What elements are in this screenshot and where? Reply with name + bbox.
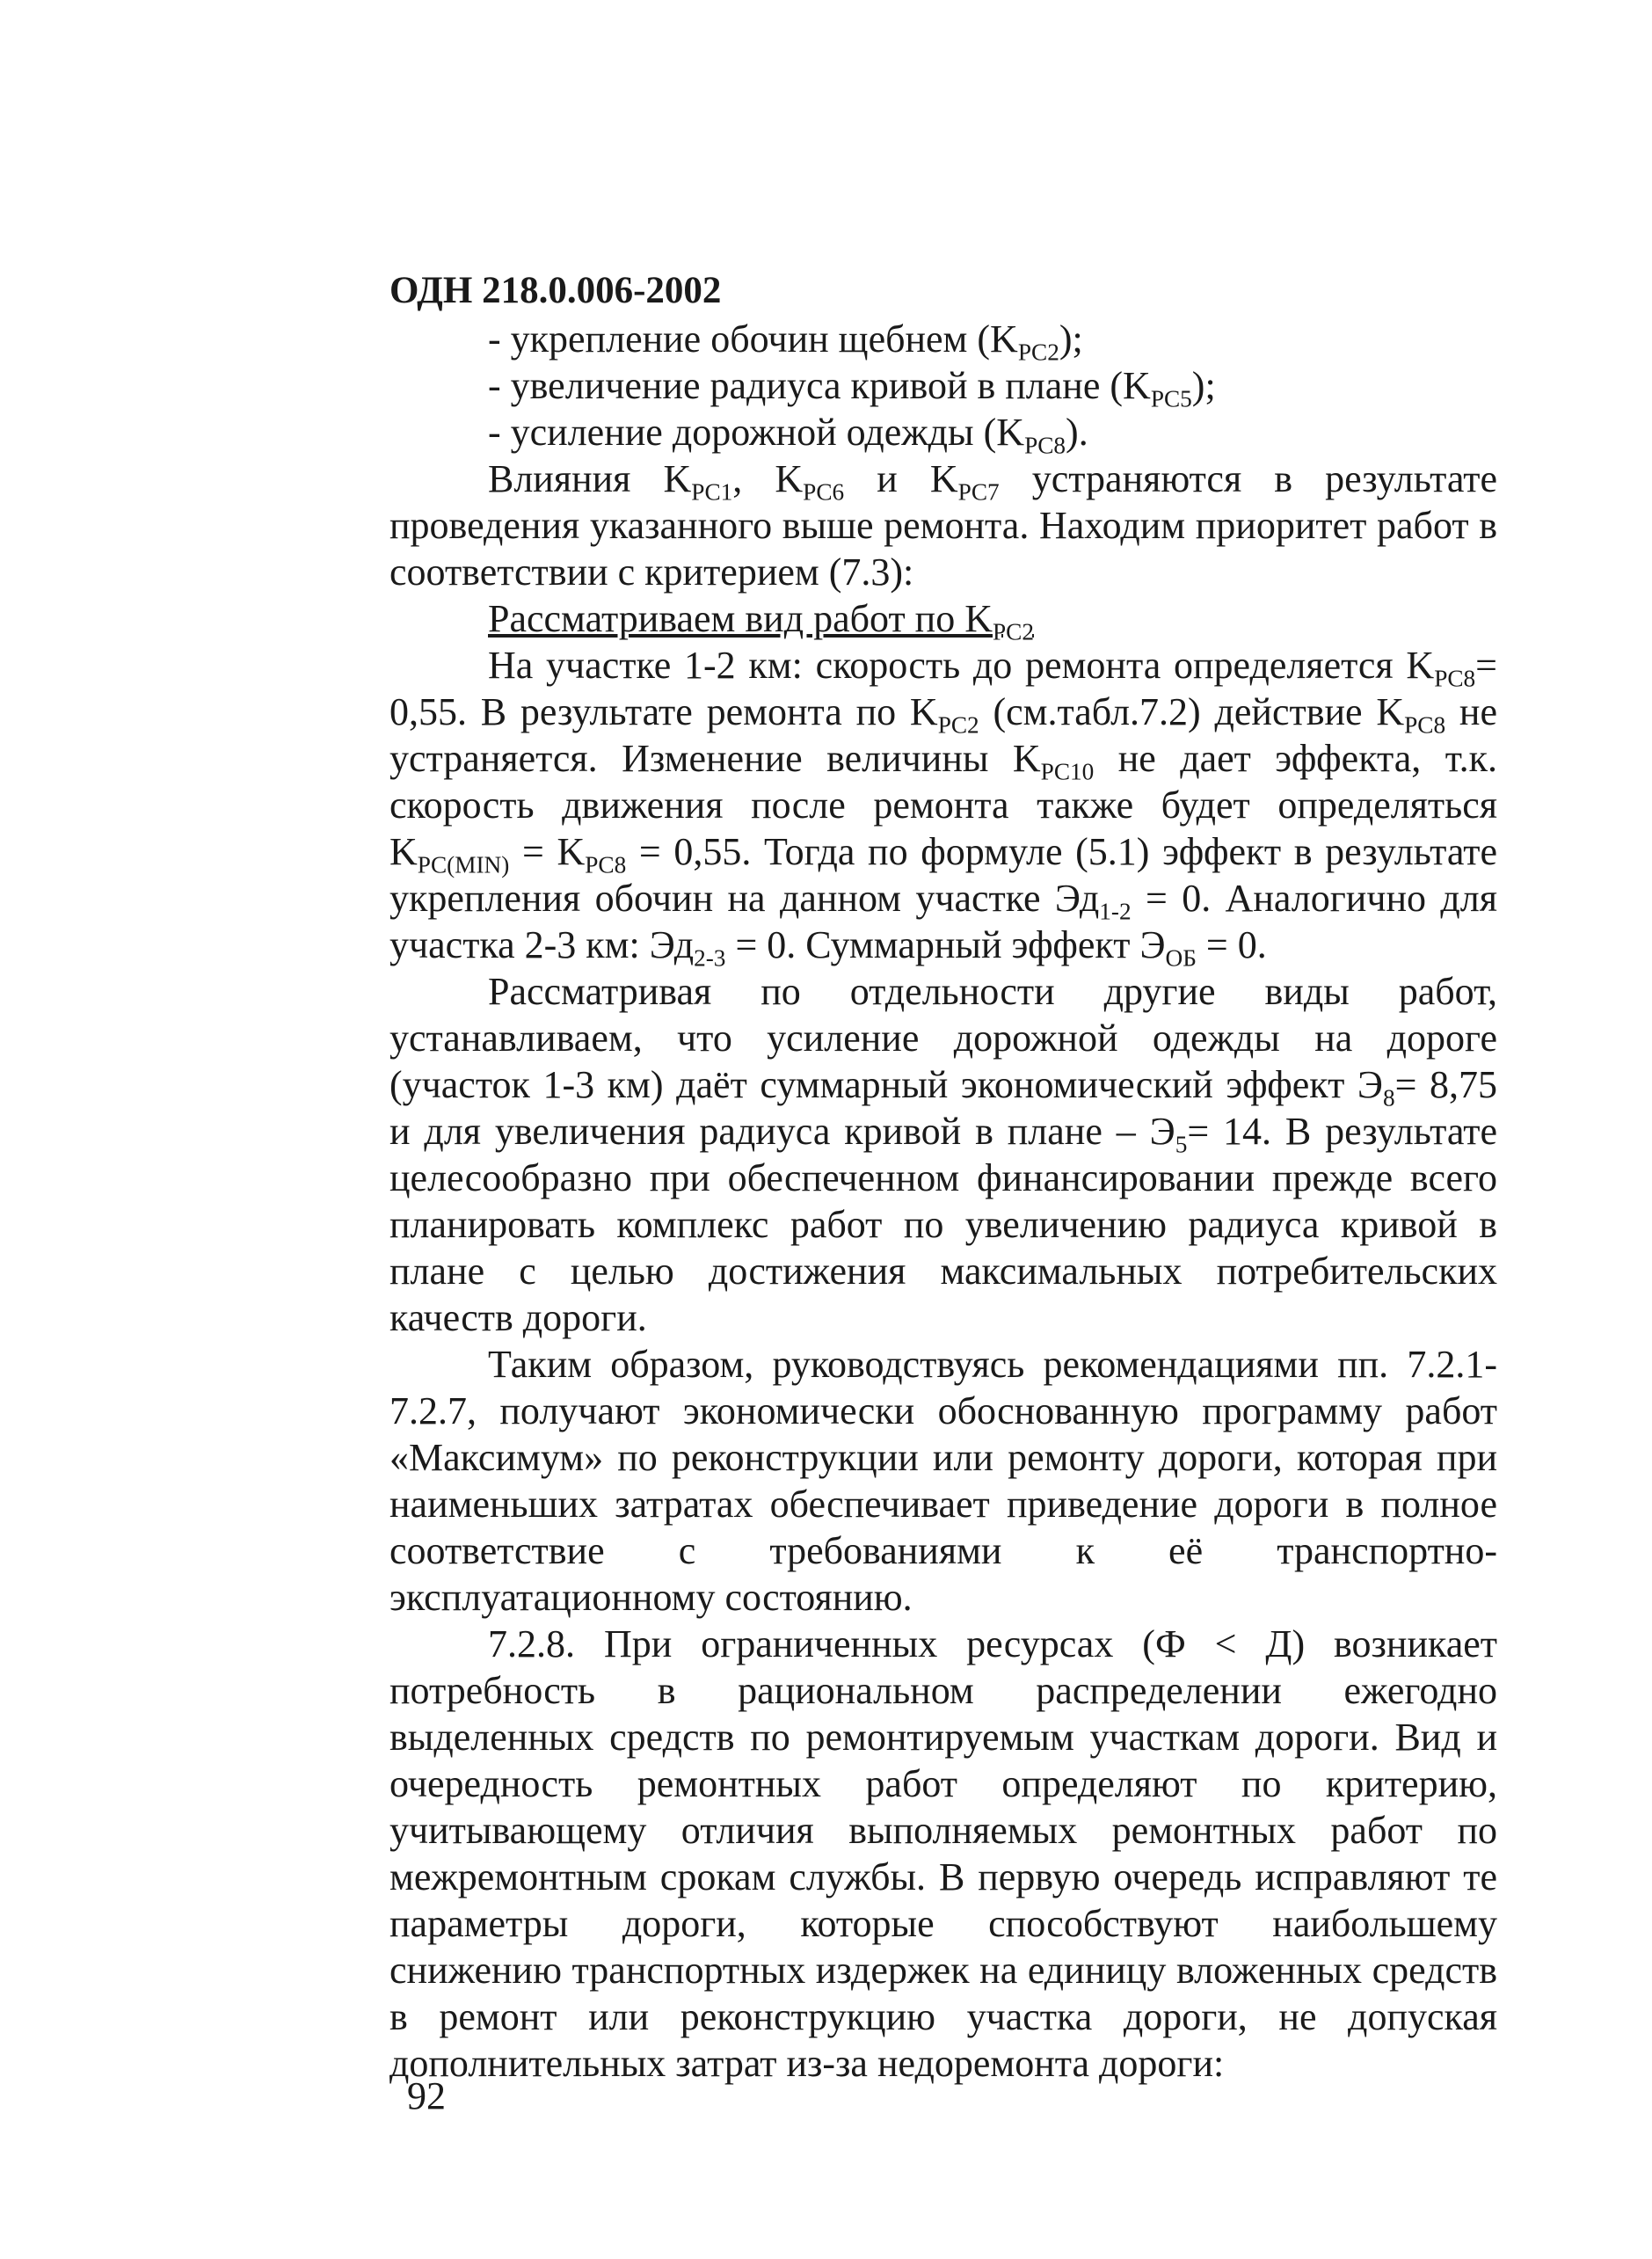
- paragraph-text: указанного выше ремонта. Находим приоритет работ в соответствии с критерием (7.3):: [389, 504, 1498, 594]
- paragraph-text: На участке 1-2 км: скорость до ремонта определяется K: [488, 644, 1435, 687]
- list-item-text: - усиление дорожной одежды (K: [488, 411, 1025, 454]
- paragraph: На участке 1-2 км: скорость до ремонта определяется $K_{PC8}= 0,55$. В результате ремонта по $K_{PC2}$ (см.табл.7.2) действие $K_{PC8}$ не устраняется. Изменение величины $K_{PC10}$ не дает эффекта, т.к. скорость движения после ремонта также будет определяться $K_{PC(MIN)} = K_{PC8} = 0,55$. Тогда по формуле (5.1) эффект в результате укрепления обочин на данном участке $Эд_{1-2} = 0$. Аналогично для участка 2-3 км: $Эд_{2-3} = 0$. Суммарный эффект $Э_{ОБ} = 0$.: [389, 644, 1498, 972]
- document-header: ОДН 218.0.006-2002: [389, 270, 722, 311]
- paragraph-text: = 0. Аналогично для участка 2-3 км: Эд: [389, 877, 1497, 966]
- paragraph-text: устраняются в результате проведения: [389, 457, 1498, 547]
- paragraph-text: Влияния K: [488, 457, 692, 500]
- list-item: - усиление дорожной одежды $(K_{PC8})$.: [488, 411, 1088, 459]
- underlined-text: Рассматриваем вид работ по K: [488, 597, 993, 640]
- paragraph-underlined: Рассматриваем вид работ по $K_{PC2}$: [488, 597, 1034, 645]
- paragraph-text: = 0.: [1205, 923, 1267, 966]
- list-item-text: - увеличение радиуса кривой в плане (K: [488, 364, 1151, 407]
- list-item-text: - укрепление обочин щебнем (K: [488, 317, 1018, 361]
- page-number: 92: [407, 2074, 446, 2117]
- paragraph: 7.2.8. При ограниченных ресурсах (Ф < Д) возникает потребность в рациональном распределении ежегодно выделенных средств по ремонтируемым участкам дороги. Вид и очередность ремонтных работ определяют по критерию, учитывающему отличия выполняемых ремонтных работ по межремонтным срокам службы. В первую очередь исправляют те параметры дороги, которые способствуют наибольшему снижению транспортных издержек на единицу вложенных средств в ремонт или реконструкцию участка дороги, не допуская дополнительных затрат из-за недоремонта дороги:: [389, 1622, 1497, 2085]
- paragraph-text: = K: [521, 830, 586, 873]
- paragraph: Таким образом, руководствуясь рекомендациями пп. 7.2.1-7.2.7, получают экономически обоснованную программу работ «Максимум» по реконструкции или ремонту дороги, которая при наименьших затратах обеспечивает приведение дороги в полное соответствие с требованиями к её транспортно-эксплуатационному состоянию.: [389, 1343, 1497, 1619]
- paragraph-text: Рассматривая по отдельности другие виды работ, устанавливаем, что усиление дорожной одежды на дороге (участок 1-3 км) даёт суммарный экономический эффект Э: [389, 970, 1497, 1106]
- document-page: [389, 268, 1497, 2087]
- paragraph: Рассматривая по отдельности другие виды работ, устанавливаем, что усиление дорожной одежды на дороге (участок 1-3 км) даёт суммарный экономический эффект $Э_8= 8,75$ и для увеличения радиуса кривой в плане – $Э_5= 14$. В результате целесообразно при обеспеченном финансировании прежде всего планировать комплекс работ по увеличению радиуса кривой в плане с целью достижения максимальных потребительских качеств дороги.: [389, 970, 1497, 1339]
- paragraph-text: не устраняется. Изменение величины K: [389, 690, 1497, 780]
- paragraph-text: (см.табл.7.2) действие K: [993, 690, 1405, 733]
- paragraph: Влияния $K_{PC1}$, $K_{PC6}$ и $K_{PC7}$ устраняются в результате проведения указанного выше ремонта. Находим приоритет работ в соответствии с критерием (7.3):: [389, 457, 1498, 594]
- paragraph-text: = 8,75 и для увеличения радиуса кривой в плане – Э: [389, 1063, 1497, 1153]
- paragraph-text: = 0,55. Тогда по формуле (5.1) эффект в результате укрепления обочин на данном участке Эд: [389, 830, 1498, 920]
- paragraph-text: = 14. В результате целесообразно при обеспеченном финансировании прежде всего планировать комплекс работ по увеличению радиуса кривой в плане с целью достижения максимальных потребительских качеств дороги.: [389, 1110, 1497, 1339]
- paragraph-text: не дает эффекта, т.к. скорость движения после ремонта также будет определяться K: [389, 737, 1498, 873]
- list-item: - укрепление обочин щебнем $(K_{PC2})$;: [488, 317, 1083, 366]
- paragraph-text: = 0. Суммарный эффект Э: [735, 923, 1166, 966]
- paragraph-text: = 0,55. В результате ремонта по K: [389, 644, 1497, 733]
- list-item: - увеличение радиуса кривой в плане $(K_{PC5})$;: [488, 364, 1216, 412]
